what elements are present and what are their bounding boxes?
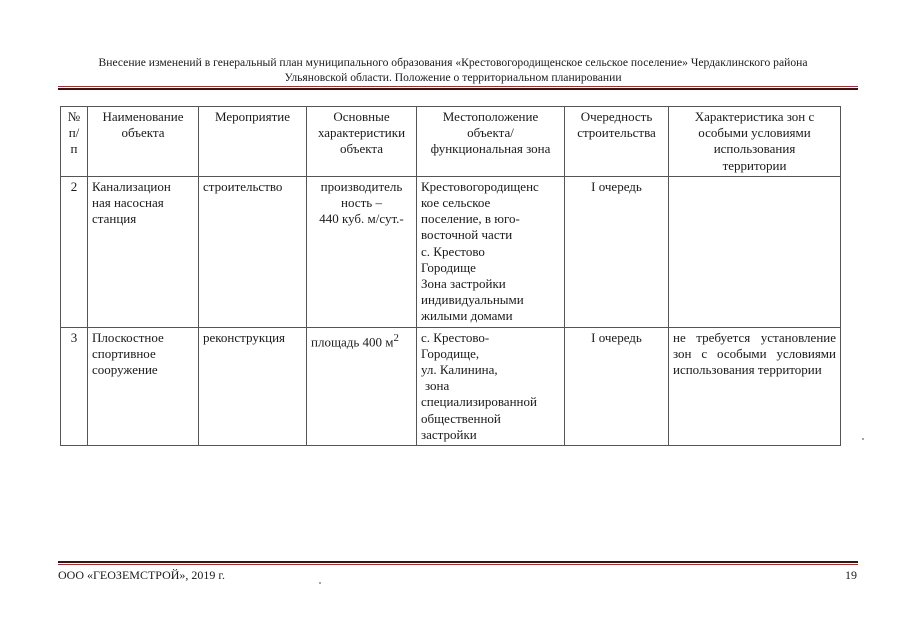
- scan-speck: [319, 582, 321, 584]
- object-action: строительство: [199, 176, 307, 327]
- table-row: [61, 327, 841, 445]
- header-rule-thick: [58, 88, 858, 90]
- col-header-number: № п/ п: [61, 107, 88, 177]
- footer-rule-thick: [58, 561, 858, 563]
- header-line-2: Ульяновской области. Положение о территориальном планировании: [284, 71, 622, 84]
- scan-speck: [862, 438, 864, 440]
- planning-table: [60, 106, 841, 446]
- object-name: Плоскостное спортивное сооружение: [88, 327, 199, 445]
- col-header-zones: Характеристика зон с особыми условиями использования территории: [669, 107, 841, 177]
- object-name: Канализацион ная насосная станция: [88, 176, 199, 327]
- col-header-action: Мероприятие: [199, 107, 307, 177]
- col-header-location: Местоположение объекта/ функциональная зона: [417, 107, 565, 177]
- col-header-characteristics: Основные характеристики объекта: [307, 107, 417, 177]
- footer-company: ООО «ГЕОЗЕМСТРОЙ», 2019 г.: [58, 568, 225, 582]
- object-action: реконструкция: [199, 327, 307, 445]
- footer-rule-thin: [58, 564, 858, 565]
- zone-characteristics: [669, 176, 841, 327]
- construction-order: I очередь: [565, 327, 669, 445]
- page-number: 19: [845, 568, 857, 582]
- object-location: Крестовогородищенс кое сельское поселение, в юго- восточной части с. Крестово Городище Зона застройки индивидуальными жилыми домами: [417, 176, 565, 327]
- row-number: 2: [61, 176, 88, 327]
- table-header-row: [61, 107, 841, 177]
- col-header-order: Очередность строительства: [565, 107, 669, 177]
- construction-order: I очередь: [565, 176, 669, 327]
- document-header: [58, 55, 848, 85]
- header-rule-thin: [58, 86, 858, 87]
- table-row: [61, 176, 841, 327]
- header-line-1: Внесение изменений в генеральный план муниципального образования «Крестовогородищенское сельское поселение» Чердаклинского района: [98, 56, 808, 69]
- col-header-name: Наименование объекта: [88, 107, 199, 177]
- object-location: с. Крестово- Городище, ул. Калинина, зона специализированной общественной застройки: [417, 327, 565, 445]
- zone-characteristics: не требуется установление зон с особыми условиями использования территории: [669, 327, 841, 445]
- object-characteristics: площадь 400 $м^2$: [307, 327, 417, 445]
- area-unit-superscript: 2: [393, 331, 399, 344]
- object-characteristics: производитель ность – 440 куб. м/сут.-: [307, 176, 417, 327]
- row-number: 3: [61, 327, 88, 445]
